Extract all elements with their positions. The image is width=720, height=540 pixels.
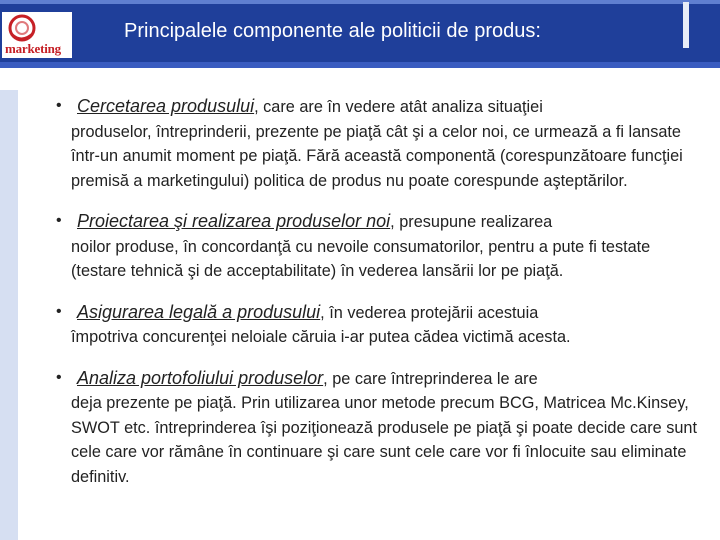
list-item — [56, 209, 706, 284]
logo-swirl-icon — [8, 14, 38, 42]
logo-text: marketing — [5, 41, 61, 56]
bullet-icon: • — [56, 97, 62, 114]
page-title: Principalele componente ale politicii de produs: — [124, 20, 541, 42]
item-text: produselor, întreprinderii, prezente pe piaţă cât şi a celor noi, ce urmează a fi lansate într-un anumit moment pe piaţă. Fără această componentă (corespunzătoare funcţiei premisă a marketingului) politica de produs nu poate corespunde aşteptărilor. — [71, 122, 683, 190]
header-stripe-top — [0, 0, 720, 4]
list-item — [56, 94, 706, 193]
item-lead: , în vederea protejării acestuia — [320, 303, 539, 322]
bullet-icon: • — [56, 302, 62, 320]
item-text: noilor produse, în concordanţă cu nevoile consumatorilor, pentru a pute fi testate (testare tehnică şi de acceptabilitate) în vederea lansării lor pe piaţă. — [71, 237, 651, 280]
item-lead: , pe care întreprinderea le are — [323, 369, 538, 388]
header-accent-bar — [683, 2, 689, 48]
bullet-icon: • — [56, 212, 62, 229]
bullet-icon: • — [56, 368, 62, 386]
header-stripe-bottom — [0, 62, 720, 68]
item-lead: , presupune realizarea — [390, 213, 553, 231]
item-lead: , care are în vedere atât analiza situaţiei — [254, 98, 543, 116]
item-term: Proiectarea şi realizarea produselor noi — [77, 211, 391, 231]
content-list — [56, 94, 706, 505]
list-item — [56, 300, 706, 350]
item-text: deja prezente pe piaţă. Prin utilizarea unor metode precum BCG, Matricea Mc.Kinsey, SWOT etc. întreprinderea îşi poziţionează produsele pe piaţă şi poate decide care sunt cele care vor rămâne în continuare şi care sunt cele care vor fi înlocuite sau eliminate definitiv. — [71, 394, 697, 486]
left-accent-bar — [0, 90, 18, 540]
list-item — [56, 366, 706, 490]
item-text: împotriva concurenţei neloiale căruia i-ar putea cădea victimă acesta. — [71, 328, 571, 346]
marketing-logo — [2, 12, 72, 58]
item-term: Asigurarea legală a produsului — [77, 301, 321, 322]
item-term: Analiza portofoliului produselor — [77, 367, 324, 388]
item-term: Cercetarea produsului — [77, 96, 255, 116]
